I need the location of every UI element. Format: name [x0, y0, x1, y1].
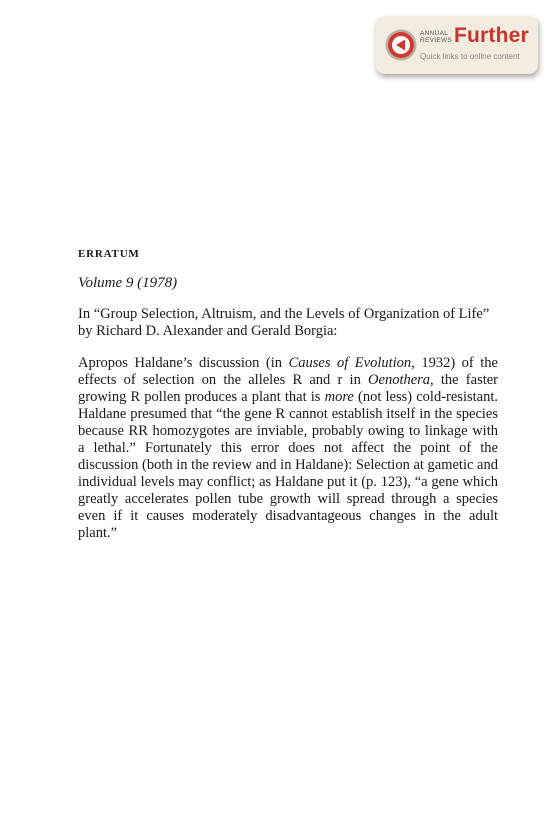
- badge-further-text: Further: [454, 24, 529, 47]
- erratum-body: [78, 355, 498, 542]
- badge-annual-text: ANNUAL: [420, 30, 449, 37]
- erratum-content: [78, 248, 498, 542]
- emphasis-word: more: [324, 389, 354, 405]
- volume-label: Volume 9 (1978): [78, 275, 178, 291]
- annual-reviews-further-badge[interactable]: [376, 16, 538, 74]
- species-name: Oenothera,: [368, 372, 434, 388]
- play-arrow-icon: [385, 29, 417, 61]
- body-part-2: 1932) of the effects of selection on the alleles R and r in: [78, 355, 498, 388]
- book-title: Causes of Evolution,: [288, 355, 415, 371]
- article-reference: In “Group Selection, Altruism, and the Levels of Organization of Life” by Richard D. Alexander and Gerald Borgia:: [78, 306, 490, 339]
- erratum-heading: ERRATUM: [78, 248, 140, 260]
- body-part-1: Apropos Haldane’s discussion (in: [78, 355, 289, 371]
- badge-tagline: Quick links to online content: [420, 52, 520, 61]
- badge-reviews-text: REVIEWS: [420, 37, 453, 44]
- body-part-3: the faster growing R pollen produces a plant that is: [78, 372, 499, 405]
- body-part-4: (not less) cold-resistant. Haldane presumed that “the gene R cannot establish itself in the species because RR homozygotes are inviable, probably owing to linkage with a lethal.” Fortunately this error does not affect the point of the discussion (both in the review and in Haldane): Selection at gametic and individual levels may conflict; as Haldane put it (p. 123), “a gene which greatly accelerates pollen tube growth will spread through a species even if it causes moderately disadvantageous changes in the adult plant.”: [78, 389, 498, 541]
